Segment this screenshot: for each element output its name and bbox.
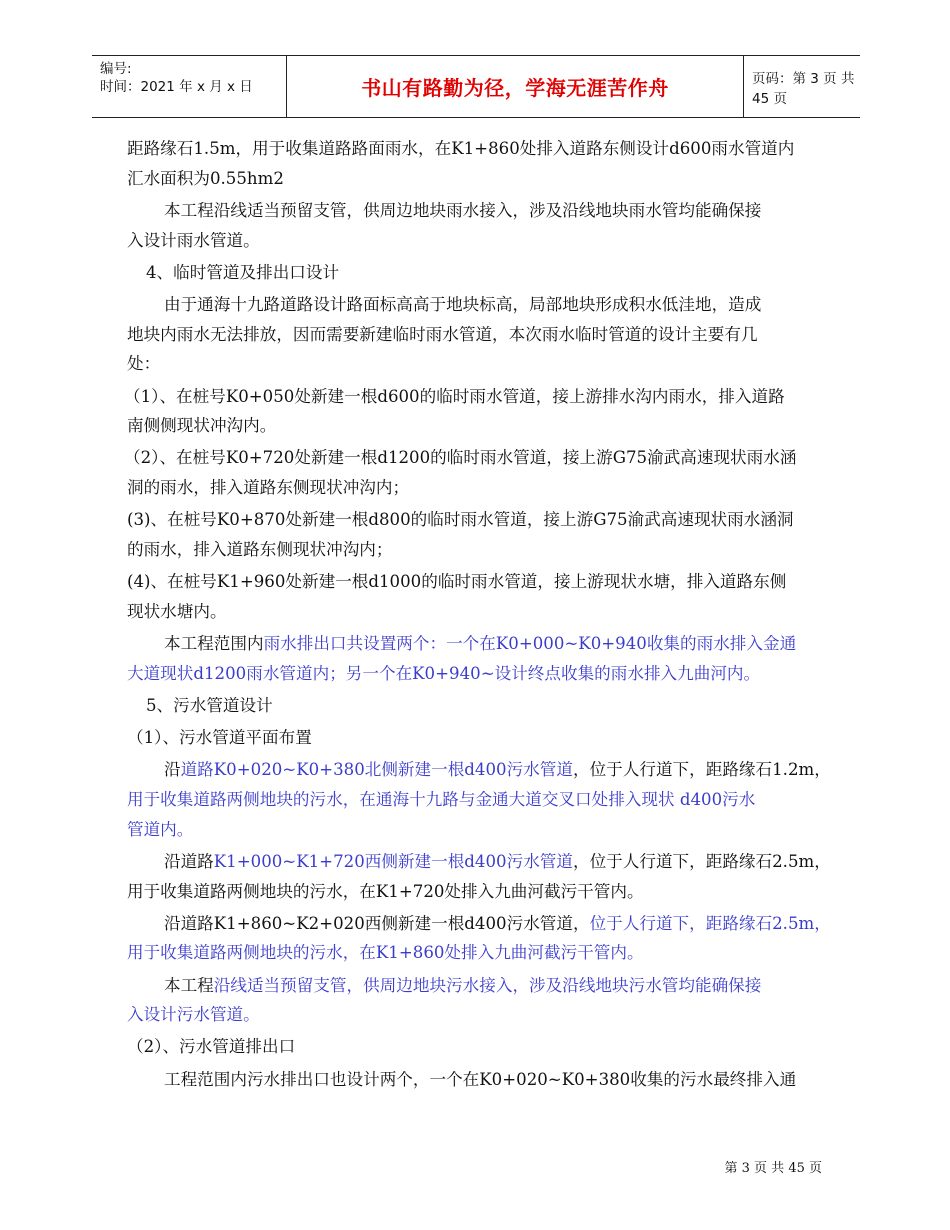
text-line: 工程范围内污水排出口也设计两个，一个在K0+020~K0+380收集的污水最终排入通: [164, 1069, 797, 1089]
text-line: 处：: [127, 354, 161, 374]
text-line: 距路缘石1.5m，用于收集道路路面雨水，在K1+860处排入道路东侧设计d600雨水管道内: [127, 139, 795, 158]
highlighted-text: 大道现状d1200雨水管道内；另一个在K0+940~设计终点收集的雨水排入九曲河内。: [127, 663, 761, 683]
text-line: 洞的雨水，排入道路东侧现状冲沟内；: [127, 478, 410, 498]
highlighted-text: 管道内。: [127, 819, 194, 839]
doc-number-label: 编号:: [100, 61, 132, 77]
text-run: 本工程范围内: [164, 634, 264, 653]
header-motto-cell: [286, 56, 744, 117]
list-item: (3)、在桩号K0+870处新建一根d800的临时雨水管道，接上游G75渝武高速现状雨水涵洞: [127, 510, 794, 530]
text-run: 沿道路K1+860~K2+020西侧新建一根d400污水管道，: [164, 913, 590, 933]
text-run: 沿: [164, 760, 181, 780]
text-run: ，位于人行道下，距路缘石2.5m，: [572, 851, 831, 871]
page-header: [92, 55, 860, 118]
text-line: 用于收集道路两侧地块的污水，在K1+720处排入九曲河截污干管内。: [127, 881, 644, 901]
highlighted-text: 用于收集道路两侧地块的污水，在K1+860处排入九曲河截污干管内。: [127, 943, 644, 963]
text-line: [127, 847, 831, 877]
highlighted-text: 入设计污水管道。: [127, 1005, 260, 1025]
list-item: (4)、在桩号K1+960处新建一根d1000的临时雨水管道，接上游现状水塘，排入道路东侧: [127, 572, 787, 592]
time-label: 时间：2021 年 x 月 x 日: [100, 79, 253, 95]
highlighted-text: 雨水排出口共设置两个：一个在K0+000~K0+940收集的雨水排入金通: [263, 634, 797, 653]
text-run: 本工程: [164, 975, 214, 995]
header-page-info: 页码：第 3 页 共 45 页: [752, 70, 855, 107]
highlighted-text: 用于收集道路两侧地块的污水，在通海十九路与金通大道交叉口处排入现状 d400污水: [127, 789, 756, 809]
subsection-heading: （1）、污水管道平面布置: [127, 728, 312, 748]
text-line: 南侧侧现状冲沟内。: [127, 416, 277, 436]
highlighted-text: 沿线适当预留支管，供周边地块污水接入，涉及沿线地块污水管均能确保接: [213, 975, 762, 995]
text-line: 现状水塘内。: [127, 601, 227, 621]
section-heading: 5、污水管道设计: [146, 695, 273, 715]
text-run: 沿道路: [164, 851, 214, 871]
text-line: 入设计雨水管道。: [127, 230, 260, 250]
text-line: [127, 629, 827, 659]
highlighted-text: K1+000~K1+720西侧新建一根d400污水管道: [213, 851, 573, 871]
highlighted-text: 位于人行道下，距路缘石2.5m，: [589, 913, 831, 933]
section-heading: 4、临时管道及排出口设计: [146, 262, 340, 282]
document-body: [124, 134, 831, 1094]
text-line: 由于通海十九路道路设计路面标高高于地块标高，局部地块形成积水低洼地，造成: [164, 294, 762, 314]
highlighted-text: 道路K0+020~K0+380北侧新建一根d400污水管道: [180, 760, 573, 780]
text-line: [127, 971, 827, 1001]
header-motto: 书山有路勤为径，学海无涯苦作舟: [361, 76, 669, 100]
text-line: 的雨水，排入道路东侧现状冲沟内；: [127, 539, 393, 559]
list-item: （1）、在桩号K0+050处新建一根d600的临时雨水管道，接上游排水沟内雨水，排入道路: [124, 386, 785, 406]
page-footer: 第 3 页 共 45 页: [724, 1161, 822, 1176]
text-line: 本工程沿线适当预留支管，供周边地块雨水接入，涉及沿线地块雨水管均能确保接: [164, 200, 762, 220]
text-line: 汇水面积为0.55hm2: [127, 168, 284, 188]
header-meta: [92, 56, 286, 117]
text-line: [127, 755, 831, 785]
text-line: [127, 909, 831, 939]
text-run: ，位于人行道下，距路缘石1.2m，: [572, 760, 831, 780]
subsection-heading: （2）、污水管道排出口: [127, 1037, 296, 1057]
text-line: 地块内雨水无法排放，因而需要新建临时雨水管道，本次雨水临时管道的设计主要有几: [127, 324, 758, 344]
list-item: （2）、在桩号K0+720处新建一根d1200的临时雨水管道，接上游G75渝武高速现状雨水涵: [124, 448, 797, 468]
